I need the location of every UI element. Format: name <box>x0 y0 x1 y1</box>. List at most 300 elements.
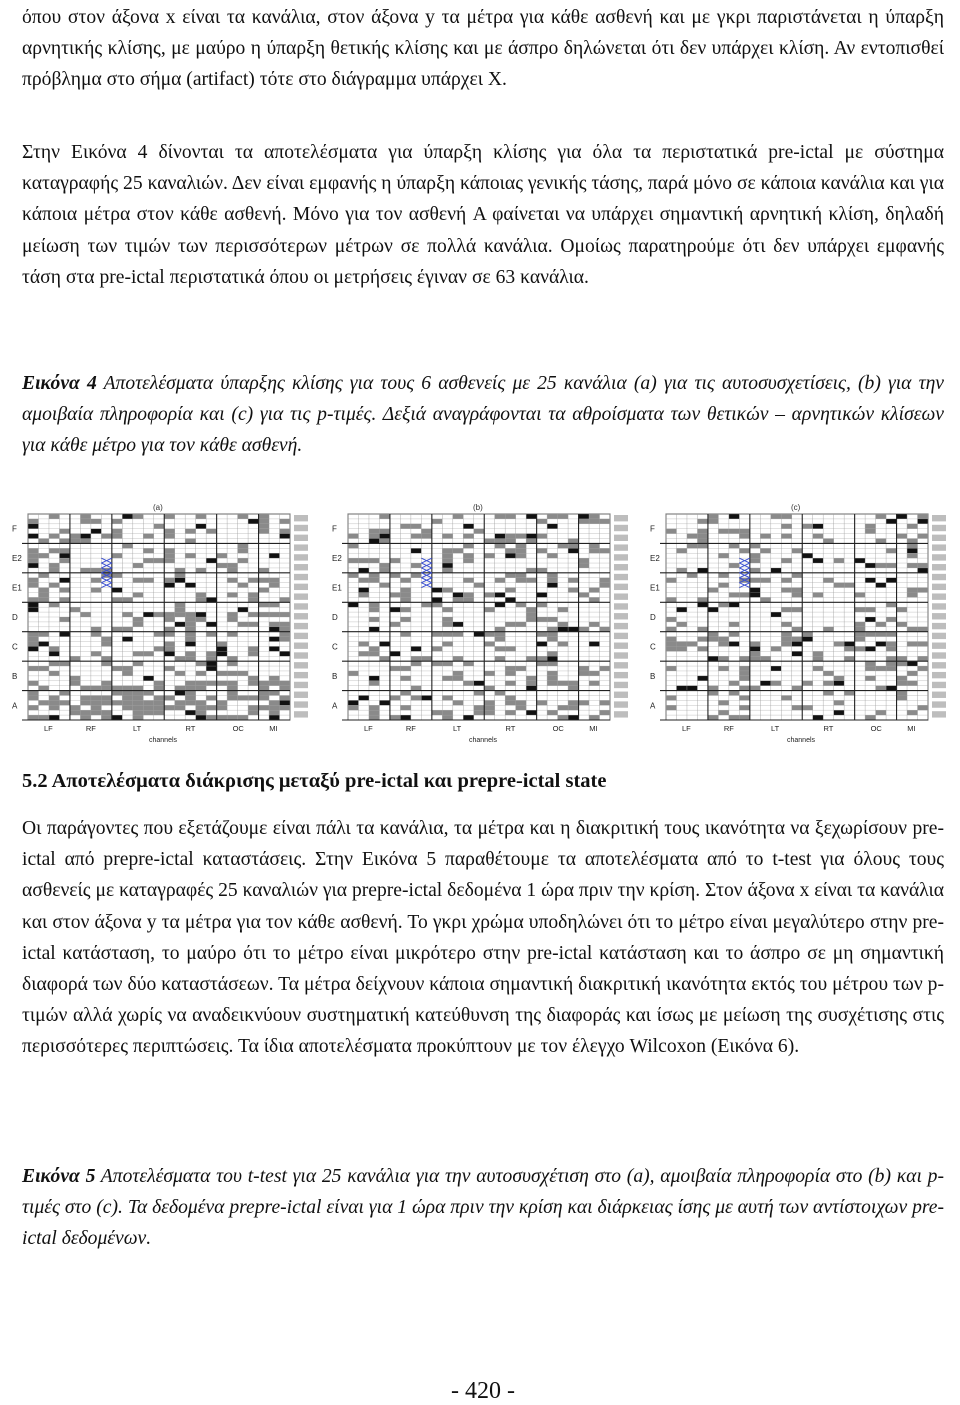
grid-cell <box>154 686 164 691</box>
grid-cell <box>442 588 452 593</box>
grid-cell <box>91 695 101 700</box>
grid-cell <box>750 588 760 593</box>
grid-cell <box>143 676 153 681</box>
grid-cell <box>369 681 379 686</box>
grid-cell <box>865 715 875 720</box>
paragraph-section-5-2: Οι παράγοντες που εξετάζουμε είναι πάλι τα κανάλια, τα μέτρα και η διακριτική τους ικανότητα να ξεχωρίσουν pre-ictal από prepre-ictal καταστάσεις. Στην Εικόνα 5 παραθέτουμε τα αποτελέσματα από το t-test για όλους τους ασθενείς με καταγραφές 25 καναλιών για prepre-ictal δεδομένα 1 ώρα πριν την κρίση. Στον άξονα x είναι τα κανάλια και στον άξονα y τα μέτρα για τον κάθε ασθενή. Το γκρι χρώμα υποδηλώνει ότι το μέτρο είναι μεγαλύτερο στην pre-ictal κατάσταση, το μαύρο ότι το μέτρο είναι μικρότερο στην pre-ictal κατάσταση και το άσπρο σε μη σημαντική διαφορά των δύο καταστάσεων. Τα μέτρα δείχνουν κάποια σημαντική διακριτική ικανότητα εκτός του μέτρου των p-τιμών αλλά χωρίς να αναδεικνύουν συστηματική κατεύθυνση της διαφοράς και ίσως με μείωση της συσχέτισης στις περισσότερες περιπτώσεις. Τα ίδια αποτελέσματα προκύπτουν με τον έλεγχο Wilcoxon (Εικόνα 6). <box>22 818 945 1058</box>
grid-cell <box>400 632 410 637</box>
grid-cell <box>781 637 791 642</box>
figure4-panel-a <box>6 500 324 752</box>
patient-label: E2 <box>12 554 22 564</box>
grid-cell <box>358 592 368 597</box>
grid-cell <box>59 700 69 705</box>
grid-cell <box>369 602 379 607</box>
grid-cell <box>708 514 718 519</box>
panel-label: (b) <box>473 503 483 512</box>
grid-cell <box>91 710 101 715</box>
grid-cell <box>80 534 90 539</box>
grid-cell <box>227 592 237 597</box>
grid-cell <box>865 617 875 622</box>
grid-cell <box>411 656 421 661</box>
grid-cell <box>49 651 59 656</box>
channel-group-label: LT <box>453 724 462 733</box>
channel-group-label: RT <box>185 724 196 733</box>
grid-cell <box>185 622 195 627</box>
grid-cell <box>185 695 195 700</box>
grid-cell <box>175 671 185 676</box>
paragraph-figure4-discussion: Στην Εικόνα 4 δίνονται τα αποτελέσματα για ύπαρξη κλίσης για όλα τα περιστατικά pre-ictal με σύστημα καταγραφής 25 καναλιών. Δεν είναι εμφανής η ύπαρξη κάποιας γενικής τάσης, παρά μόνο σε κάποια κανάλια και για κάποια μέτρα στον κάθε ασθενή. Μόνο για τον ασθενή A φαίνεται να υπάρχει σημαντική αρνητική κλίση, δηλαδή μείωση των τιμών των περισσότερων μέτρων σε πολλά κανάλια. Ομοίως παρατηρούμε ότι δεν υπάρχει εμφανής τάση στα pre-ictal περιστατικά όπου οι μετρήσεις έγιναν σε 63 κανάλια. <box>22 142 944 288</box>
grid-cell <box>259 691 269 696</box>
grid-cell <box>175 578 185 583</box>
grid-cell <box>248 592 258 597</box>
grid-cell <box>133 715 143 720</box>
grid-cell <box>907 539 917 544</box>
grid-cell <box>834 700 844 705</box>
grid-cell <box>196 700 206 705</box>
figure4-caption-label: Εικόνα 4 <box>22 373 97 394</box>
grid-cell <box>897 681 907 686</box>
grid-cell <box>122 612 132 617</box>
sum-tick <box>932 515 946 521</box>
grid-cell <box>676 686 686 691</box>
grid-cell <box>579 700 589 705</box>
sum-tick <box>932 711 946 717</box>
patient-label: C <box>12 642 18 652</box>
grid-cell <box>505 588 515 593</box>
grid-cell <box>164 514 174 519</box>
grid-cell <box>122 691 132 696</box>
grid-cell <box>38 700 48 705</box>
grid-cell <box>463 592 473 597</box>
grid-cell <box>568 686 578 691</box>
grid-cell <box>411 534 421 539</box>
grid-cell <box>206 705 216 710</box>
grid-cell <box>80 686 90 691</box>
grid-cell <box>676 607 686 612</box>
grid-cell <box>739 676 749 681</box>
grid-cell <box>369 578 379 583</box>
grid-cell <box>547 627 557 632</box>
grid-cell <box>453 548 463 553</box>
grid-cell <box>358 651 368 656</box>
grid-cell <box>28 534 38 539</box>
grid-cell <box>206 622 216 627</box>
grid-cell <box>164 705 174 710</box>
grid-cell <box>516 548 526 553</box>
grid-cell <box>886 661 896 666</box>
grid-cell <box>844 646 854 651</box>
grid-cell <box>390 573 400 578</box>
grid-cell <box>164 627 174 632</box>
grid-cell <box>227 686 237 691</box>
grid-cell <box>526 607 536 612</box>
grid-cell <box>432 646 442 651</box>
grid-cell <box>526 681 536 686</box>
grid-cell <box>164 534 174 539</box>
grid-cell <box>91 705 101 710</box>
grid-cell <box>526 686 536 691</box>
grid-cell <box>834 558 844 563</box>
patient-label: E1 <box>650 583 660 593</box>
grid-cell <box>813 558 823 563</box>
grid-cell <box>558 607 568 612</box>
grid-cell <box>802 705 812 710</box>
grid-cell <box>516 573 526 578</box>
grid-cell <box>876 622 886 627</box>
grid-cell <box>802 632 812 637</box>
grid-cell <box>918 627 928 632</box>
grid-cell <box>122 705 132 710</box>
grid-cell <box>474 705 484 710</box>
grid-cell <box>813 524 823 529</box>
grid-cell <box>886 642 896 647</box>
channel-group-label: RF <box>723 724 734 733</box>
grid-cell <box>771 666 781 671</box>
grid-cell <box>80 710 90 715</box>
grid-cell <box>238 695 248 700</box>
grid-cell <box>771 646 781 651</box>
grid-cell <box>589 519 599 524</box>
grid-cell <box>718 642 728 647</box>
grid-cell <box>269 705 279 710</box>
grid-cell <box>196 617 206 622</box>
grid-cell <box>432 632 442 637</box>
grid-cell <box>59 597 69 602</box>
grid-cell <box>80 715 90 720</box>
grid-cell <box>248 646 258 651</box>
grid-cell <box>442 553 452 558</box>
grid-cell <box>697 529 707 534</box>
grid-cell <box>432 661 442 666</box>
grid-cell <box>59 617 69 622</box>
grid-cell <box>781 578 791 583</box>
grid-cell <box>217 671 227 676</box>
grid-cell <box>238 715 248 720</box>
grid-cell <box>59 691 69 696</box>
grid-cell <box>442 661 452 666</box>
sum-tick <box>614 692 628 698</box>
grid-cell <box>112 686 122 691</box>
grid-cell <box>568 627 578 632</box>
grid-cell <box>217 553 227 558</box>
grid-cell <box>122 543 132 548</box>
grid-cell <box>269 627 279 632</box>
grid-cell <box>865 632 875 637</box>
grid-cell <box>855 632 865 637</box>
grid-cell <box>558 543 568 548</box>
grid-cell <box>411 661 421 666</box>
grid-cell <box>579 671 589 676</box>
grid-cell <box>442 607 452 612</box>
patient-label: F <box>332 524 337 534</box>
grid-cell <box>411 524 421 529</box>
grid-cell <box>813 534 823 539</box>
patient-label: E2 <box>650 554 660 564</box>
grid-cell <box>792 651 802 656</box>
grid-cell <box>28 632 38 637</box>
grid-cell <box>185 539 195 544</box>
grid-cell <box>750 568 760 573</box>
grid-cell <box>739 686 749 691</box>
grid-cell <box>813 656 823 661</box>
grid-cell <box>238 548 248 553</box>
grid-cell <box>164 553 174 558</box>
grid-cell <box>259 514 269 519</box>
grid-cell <box>259 612 269 617</box>
grid-cell <box>280 705 290 710</box>
grid-cell <box>739 671 749 676</box>
grid-cell <box>28 548 38 553</box>
grid-cell <box>280 534 290 539</box>
sum-tick <box>614 682 628 688</box>
grid-cell <box>280 627 290 632</box>
grid-cell <box>101 637 111 642</box>
grid-cell <box>547 514 557 519</box>
grid-cell <box>164 617 174 622</box>
grid-cell <box>269 700 279 705</box>
grid-cell <box>918 656 928 661</box>
patient-label: E1 <box>332 583 342 593</box>
grid-cell <box>547 578 557 583</box>
grid-cell <box>547 573 557 578</box>
grid-cell <box>238 543 248 548</box>
grid-cell <box>369 607 379 612</box>
grid-cell <box>886 656 896 661</box>
grid-cell <box>442 632 452 637</box>
grid-cell <box>185 710 195 715</box>
grid-cell <box>886 686 896 691</box>
grid-cell <box>495 691 505 696</box>
grid-cell <box>897 691 907 696</box>
grid-cell <box>918 588 928 593</box>
grid-cell <box>28 607 38 612</box>
grid-cell <box>897 656 907 661</box>
grid-cell <box>227 681 237 686</box>
grid-cell <box>122 514 132 519</box>
grid-cell <box>91 651 101 656</box>
grid-cell <box>196 568 206 573</box>
grid-cell <box>154 695 164 700</box>
grid-cell <box>589 622 599 627</box>
grid-cell <box>666 642 676 647</box>
grid-cell <box>516 534 526 539</box>
grid-cell <box>463 661 473 666</box>
grid-cell <box>589 588 599 593</box>
grid-cell <box>739 529 749 534</box>
grid-cell <box>666 666 676 671</box>
grid-cell <box>411 548 421 553</box>
grid-cell <box>227 715 237 720</box>
grid-cell <box>589 681 599 686</box>
grid-cell <box>185 642 195 647</box>
grid-cell <box>432 588 442 593</box>
sum-tick <box>294 623 308 629</box>
grid-cell <box>781 534 791 539</box>
grid-cell <box>697 597 707 602</box>
grid-cell <box>369 651 379 656</box>
grid-cell <box>28 666 38 671</box>
grid-cell <box>248 597 258 602</box>
grid-cell <box>834 583 844 588</box>
grid-cell <box>259 602 269 607</box>
grid-cell <box>369 627 379 632</box>
channel-group-label: MI <box>269 724 278 733</box>
grid-cell <box>248 622 258 627</box>
grid-cell <box>49 661 59 666</box>
grid-cell <box>206 656 216 661</box>
grid-cell <box>547 632 557 637</box>
grid-cell <box>918 534 928 539</box>
grid-cell <box>865 646 875 651</box>
grid-cell <box>421 534 431 539</box>
grid-cell <box>238 622 248 627</box>
grid-cell <box>432 710 442 715</box>
grid-cell <box>781 514 791 519</box>
grid-cell <box>760 681 770 686</box>
sum-tick <box>294 554 308 560</box>
grid-cell <box>463 578 473 583</box>
grid-cell <box>526 534 536 539</box>
grid-cell <box>59 578 69 583</box>
grid-cell <box>484 592 494 597</box>
grid-cell <box>495 632 505 637</box>
grid-cell <box>379 642 389 647</box>
grid-cell <box>792 642 802 647</box>
grid-cell <box>760 534 770 539</box>
patient-label: C <box>650 642 656 652</box>
grid-cell <box>38 632 48 637</box>
grid-cell <box>568 681 578 686</box>
grid-cell <box>771 514 781 519</box>
grid-cell <box>59 529 69 534</box>
grid-cell <box>495 602 505 607</box>
grid-cell <box>143 651 153 656</box>
grid-cell <box>547 656 557 661</box>
grid-cell <box>400 607 410 612</box>
grid-cell <box>358 568 368 573</box>
grid-cell <box>101 534 111 539</box>
grid-cell <box>70 539 80 544</box>
grid-cell <box>196 612 206 617</box>
grid-cell <box>122 671 132 676</box>
grid-cell <box>687 534 697 539</box>
grid-cell <box>708 656 718 661</box>
sum-tick <box>294 613 308 619</box>
grid-cell <box>453 514 463 519</box>
grid-cell <box>687 642 697 647</box>
grid-cell <box>369 534 379 539</box>
grid-cell <box>687 573 697 578</box>
grid-cell <box>28 563 38 568</box>
channel-group-label: LF <box>681 724 691 733</box>
sum-tick <box>932 544 946 550</box>
grid-cell <box>238 583 248 588</box>
grid-cell <box>792 607 802 612</box>
grid-cell <box>568 578 578 583</box>
grid-cell <box>600 578 610 583</box>
grid-cell <box>411 563 421 568</box>
page-number: - 420 - <box>451 1378 515 1404</box>
grid-cell <box>269 583 279 588</box>
grid-cell <box>505 597 515 602</box>
grid-cell <box>133 563 143 568</box>
grid-cell <box>474 710 484 715</box>
grid-cell <box>70 681 80 686</box>
grid-cell <box>442 548 452 553</box>
grid-cell <box>227 578 237 583</box>
grid-cell <box>568 588 578 593</box>
grid-cell <box>91 578 101 583</box>
grid-cell <box>729 543 739 548</box>
grid-cell <box>823 671 833 676</box>
sum-tick <box>614 554 628 560</box>
grid-cell <box>589 671 599 676</box>
grid-cell <box>676 642 686 647</box>
grid-cell <box>280 622 290 627</box>
grid-cell <box>390 607 400 612</box>
grid-cell <box>59 558 69 563</box>
grid-cell <box>390 666 400 671</box>
paragraph-intro: όπου στον άξονα x είναι τα κανάλια, στον άξονα y τα μέτρα για κάθε ασθενή και με γκρι παριστάνεται η ύπαρξη αρνητικής κλίσης, με μαύρο η ύπαρξη θετικής κλίσης και με άσπρο δηλώνεται ότι δεν υπάρχει κλίση. Αν εντοπισθεί πρόβλημα στο σήμα (artifact) τότε στο διάγραμμα υπάρχει X. <box>22 7 944 91</box>
sum-tick <box>294 515 308 521</box>
grid-cell <box>280 637 290 642</box>
grid-cell <box>400 597 410 602</box>
grid-cell <box>865 676 875 681</box>
grid-cell <box>781 558 791 563</box>
grid-cell <box>453 676 463 681</box>
grid-cell <box>28 637 38 642</box>
grid-cell <box>676 646 686 651</box>
grid-cell <box>227 691 237 696</box>
grid-cell <box>259 519 269 524</box>
grid-cell <box>379 529 389 534</box>
grid-cell <box>750 646 760 651</box>
grid-cell <box>897 661 907 666</box>
grid-cell <box>348 543 358 548</box>
grid-cell <box>133 651 143 656</box>
grid-cell <box>248 651 258 656</box>
grid-cell <box>80 539 90 544</box>
sum-tick <box>614 711 628 717</box>
grid-cell <box>537 642 547 647</box>
grid-cell <box>238 607 248 612</box>
grid-cell <box>133 710 143 715</box>
sum-tick <box>294 603 308 609</box>
grid-cell <box>248 676 258 681</box>
grid-cell <box>484 607 494 612</box>
grid-cell <box>676 568 686 573</box>
grid-cell <box>185 617 195 622</box>
grid-cell <box>484 642 494 647</box>
grid-cell <box>227 656 237 661</box>
grid-cell <box>185 632 195 637</box>
grid-cell <box>196 686 206 691</box>
grid-cell <box>463 681 473 686</box>
grid-cell <box>154 524 164 529</box>
sum-tick <box>614 535 628 541</box>
grid-cell <box>122 686 132 691</box>
grid-cell <box>505 553 515 558</box>
grid-cell <box>516 553 526 558</box>
grid-cell <box>196 661 206 666</box>
grid-cell <box>80 519 90 524</box>
grid-cell <box>484 705 494 710</box>
grid-cell <box>823 539 833 544</box>
grid-cell <box>101 661 111 666</box>
grid-cell <box>666 637 676 642</box>
grid-cell <box>164 548 174 553</box>
grid-cell <box>739 695 749 700</box>
